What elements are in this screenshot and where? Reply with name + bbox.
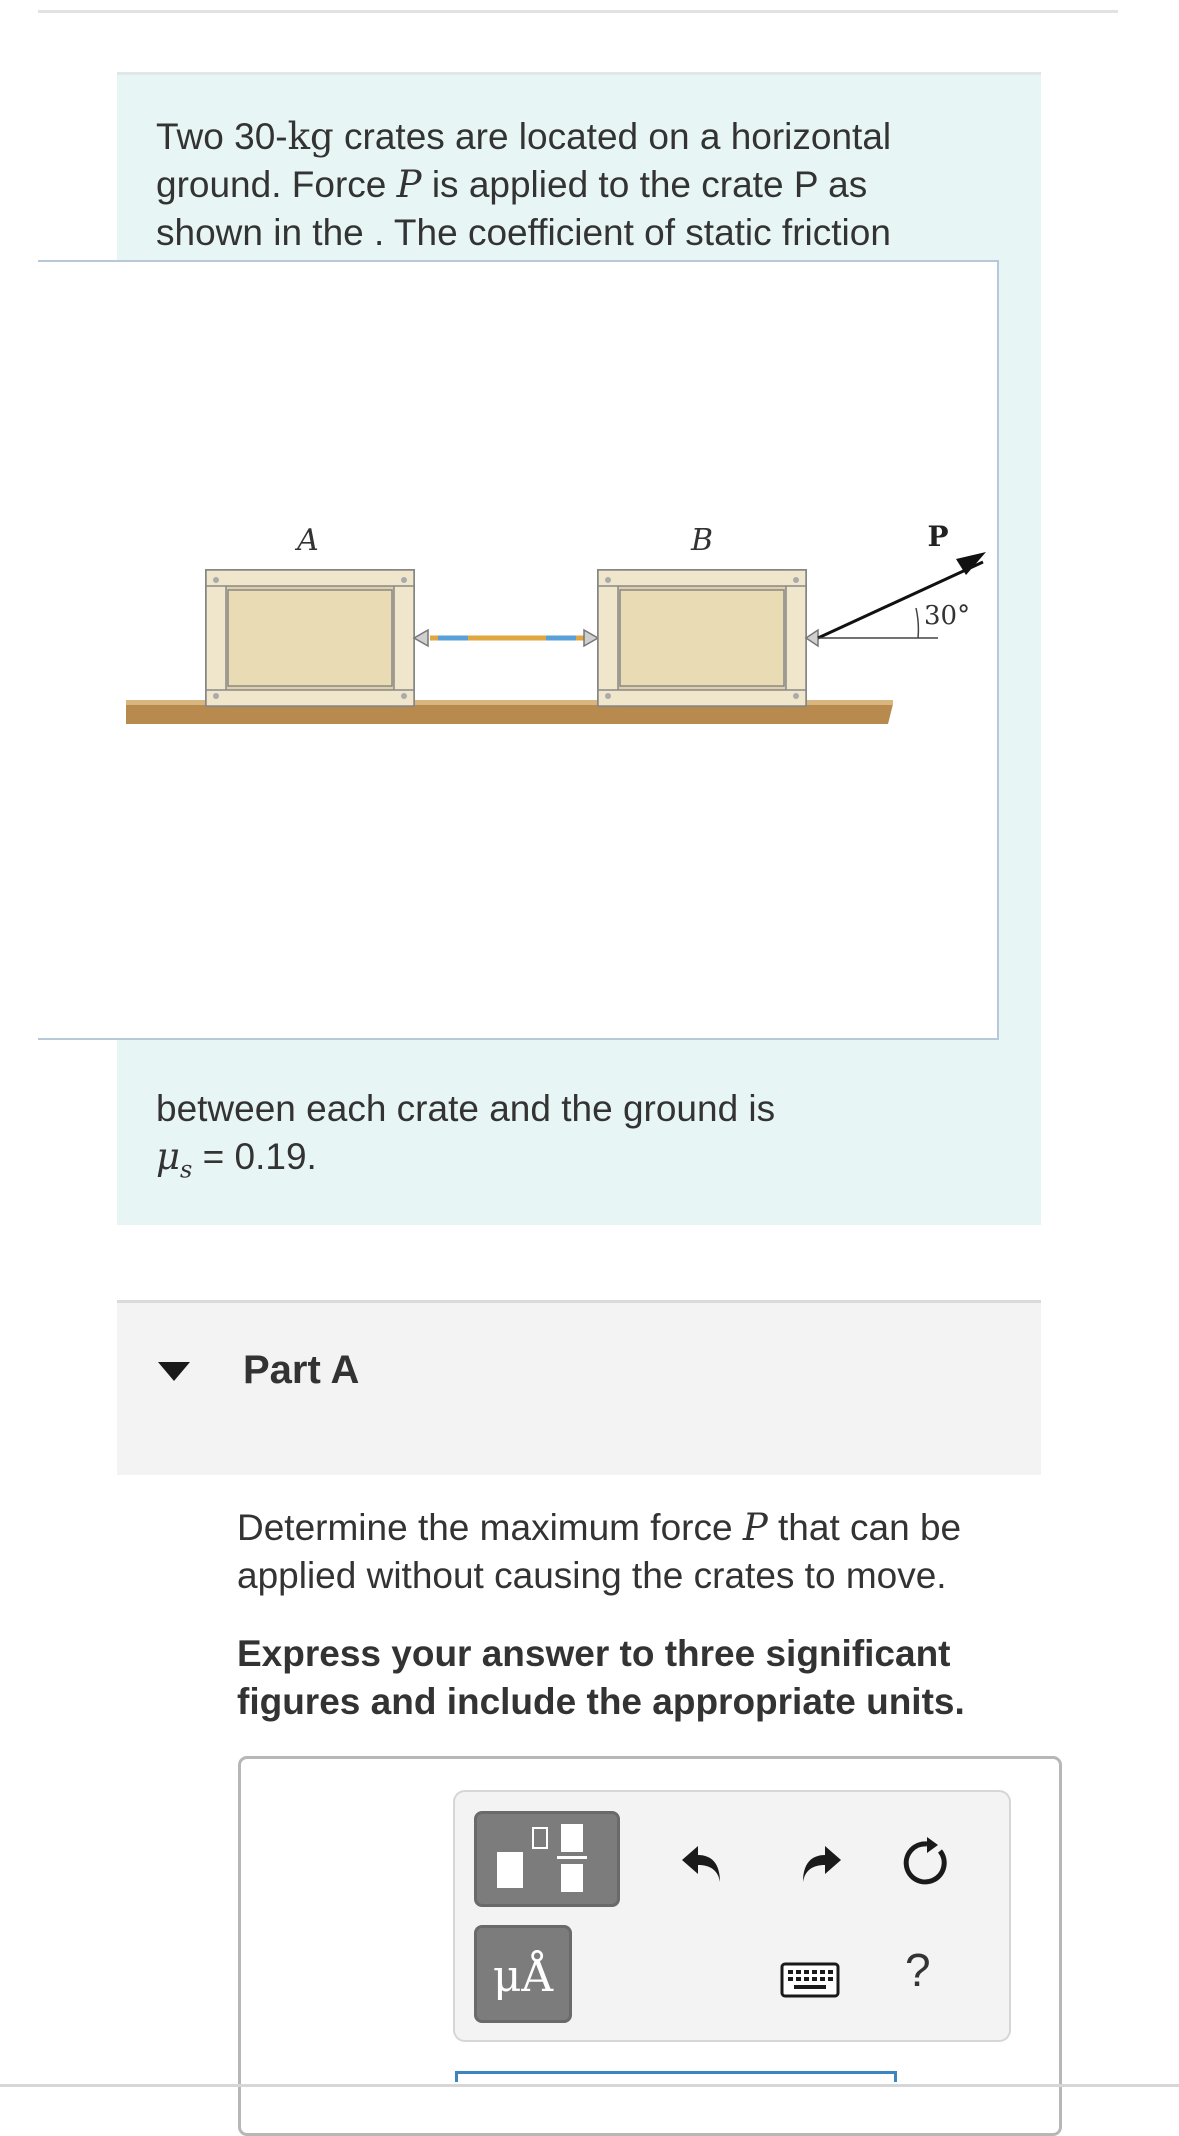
force-symbol: P (396, 163, 422, 206)
label-a: A (297, 523, 319, 558)
answer-input-field[interactable] (455, 2071, 897, 2082)
question-text-2: that can be applied without causing the crates to move. (237, 1507, 962, 1596)
collapse-triangle-icon[interactable] (158, 1362, 190, 1381)
template-button[interactable] (474, 1811, 620, 1907)
units-label: μÅ (492, 1951, 554, 2002)
label-p: P (927, 520, 949, 553)
problem-text-2: crates are located on a horizontal ground. Force (156, 116, 892, 205)
redo-icon[interactable] (795, 1838, 845, 1888)
crate-a (206, 570, 414, 706)
question-symbol: P (742, 1506, 768, 1549)
reset-icon[interactable] (900, 1836, 954, 1890)
problem-statement-continued (156, 1085, 976, 1193)
angle-label: 30° (924, 601, 971, 631)
problem-text-4: between each crate and the ground is (156, 1088, 776, 1129)
crates-diagram (38, 262, 999, 1042)
bottom-divider (0, 2084, 1179, 2087)
instruction-text: Express your answer to three significant figures and include the appropriate units. (237, 1633, 965, 1722)
top-divider (38, 10, 1118, 13)
hook-p (806, 630, 818, 646)
problem-text-3: is applied to the crate P as shown in the . The coefficient of static friction (156, 164, 891, 253)
keyboard-icon[interactable] (780, 1962, 840, 1998)
units-button[interactable] (474, 1925, 572, 2023)
part-a-title[interactable]: Part A (243, 1348, 360, 1392)
question-text-1: Determine the maximum force (237, 1507, 743, 1548)
mu-value: = 0.19. (192, 1136, 317, 1177)
angle-arc (916, 608, 918, 638)
help-button[interactable]: ? (905, 1944, 931, 1996)
question-text (237, 1504, 1037, 1600)
hook-a (414, 630, 428, 646)
mu-expression (156, 1133, 976, 1193)
mu-symbol: μ (156, 1135, 181, 1178)
problem-text-1: Two 30- (156, 116, 288, 157)
label-b: B (690, 523, 714, 558)
unit-kg: kg (287, 115, 334, 158)
problem-statement (156, 113, 976, 260)
crate-b (598, 570, 806, 706)
undo-icon[interactable] (678, 1838, 728, 1888)
problem-figure[interactable] (38, 260, 999, 1040)
fraction-template-icon (477, 1814, 617, 1904)
mu-subscript: s (180, 1155, 193, 1184)
hook-b (584, 630, 598, 646)
